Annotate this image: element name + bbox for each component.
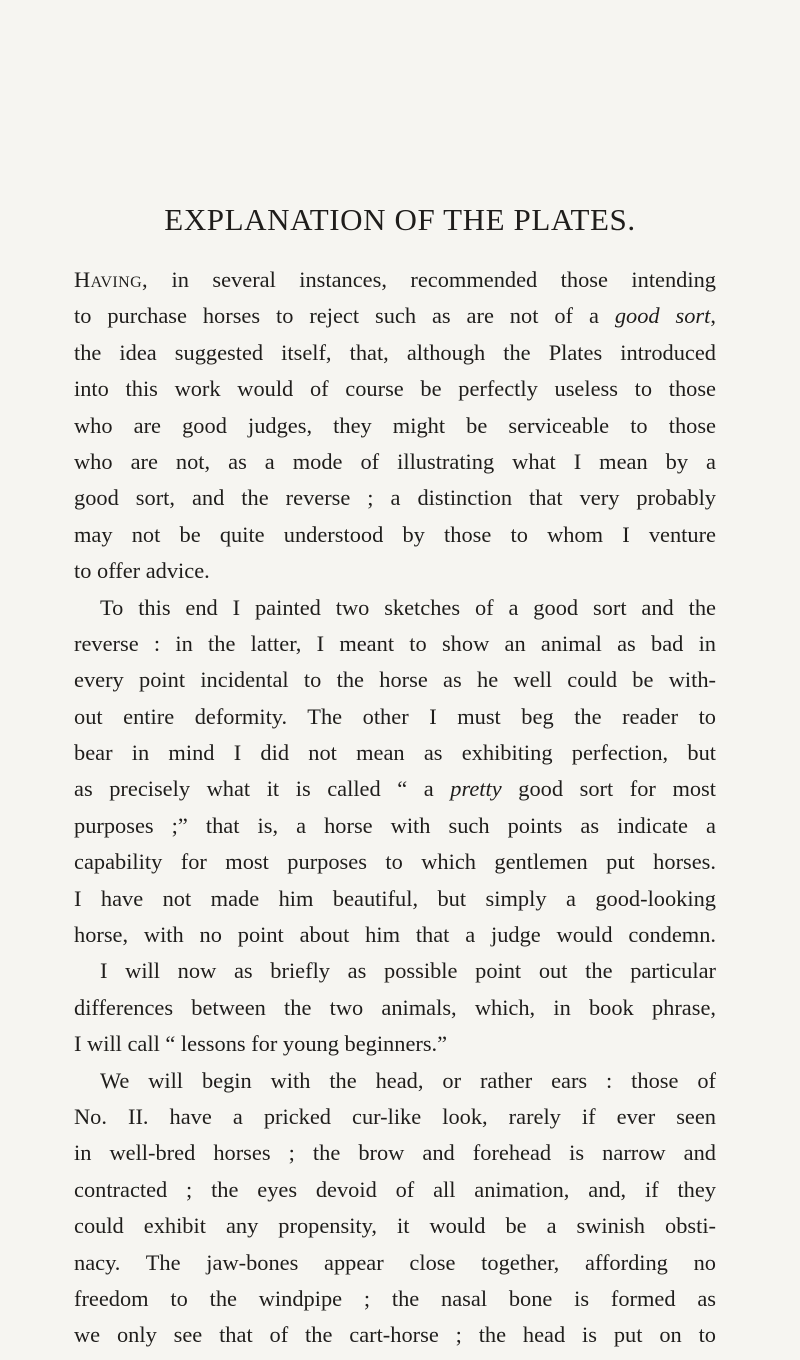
- text-line: purposes ;” that is, a horse with such points as indicate a: [74, 812, 716, 838]
- text-line: To this end I painted two sketches of a good sort and the: [100, 594, 716, 620]
- text-line: [74, 262, 716, 298]
- text-line: who are good judges, they might be serviceable to those: [74, 412, 716, 438]
- text-line: may not be quite understood by those to whom I venture: [74, 521, 716, 547]
- text-line: every point incidental to the horse as he well could be with-: [74, 667, 716, 693]
- paragraph: [74, 590, 716, 954]
- line-text: as precisely what it is called “ a: [74, 776, 451, 802]
- body-text: [74, 262, 716, 1354]
- text-line: We will begin with the head, or rather ears : those of: [100, 1067, 716, 1093]
- text-line: the idea suggested itself, that, although the Plates introduced: [74, 339, 716, 365]
- text-line: freedom to the windpipe ; the nasal bone is formed as: [74, 1285, 716, 1311]
- text-line: No. II. have a pricked cur-like look, rarely if ever seen: [74, 1103, 716, 1129]
- italic-phrase: pretty: [450, 776, 502, 802]
- text-line: who are not, as a mode of illustrating what I mean by a: [74, 448, 716, 474]
- text-line: in well-bred horses ; the brow and forehead is narrow and: [74, 1140, 716, 1166]
- text-line: good sort, and the reverse ; a distinction that very probably: [74, 485, 716, 511]
- drop-word: Having,: [74, 267, 149, 292]
- text-line: differences between the two animals, which, in book phrase,: [74, 994, 716, 1020]
- text-line: out entire deformity. The other I must beg the reader to: [74, 703, 716, 729]
- line-tail: ,: [710, 303, 716, 329]
- text-line: to offer advice.: [74, 558, 210, 584]
- text-line: I will call “ lessons for young beginners.”: [74, 1031, 448, 1057]
- paragraph: [74, 953, 716, 1062]
- line-tail: good sort for most: [501, 776, 716, 802]
- paragraph: [74, 1063, 716, 1354]
- text-line: bear in mind I did not mean as exhibiting perfection, but: [74, 740, 716, 766]
- line-text: in several instances, recommended those intending: [148, 267, 716, 292]
- text-line: I will now as briefly as possible point out the particular: [100, 958, 716, 984]
- text-line: capability for most purposes to which gentlemen put horses.: [74, 849, 716, 875]
- text-line: [74, 298, 716, 334]
- text-line: into this work would of course be perfectly useless to those: [74, 376, 716, 402]
- text-line: horse, with no point about him that a judge would condemn.: [74, 922, 716, 948]
- text-line: I have not made him beautiful, but simply a good-looking: [74, 885, 716, 911]
- text-line: [74, 771, 716, 807]
- text-line: nacy. The jaw-bones appear close together, affording no: [74, 1249, 716, 1275]
- paragraph: [74, 262, 716, 590]
- text-line: could exhibit any propensity, it would be a swinish obsti-: [74, 1213, 716, 1239]
- italic-phrase: good sort: [614, 303, 711, 329]
- page-heading: EXPLANATION OF THE PLATES.: [164, 202, 636, 237]
- text-line: reverse : in the latter, I meant to show an animal as bad in: [74, 630, 716, 656]
- text-line: contracted ; the eyes devoid of all animation, and, if they: [74, 1176, 716, 1202]
- line-text: to purchase horses to reject such as are not of a: [74, 303, 615, 329]
- text-line: we only see that of the cart-horse ; the head is put on to: [74, 1322, 716, 1348]
